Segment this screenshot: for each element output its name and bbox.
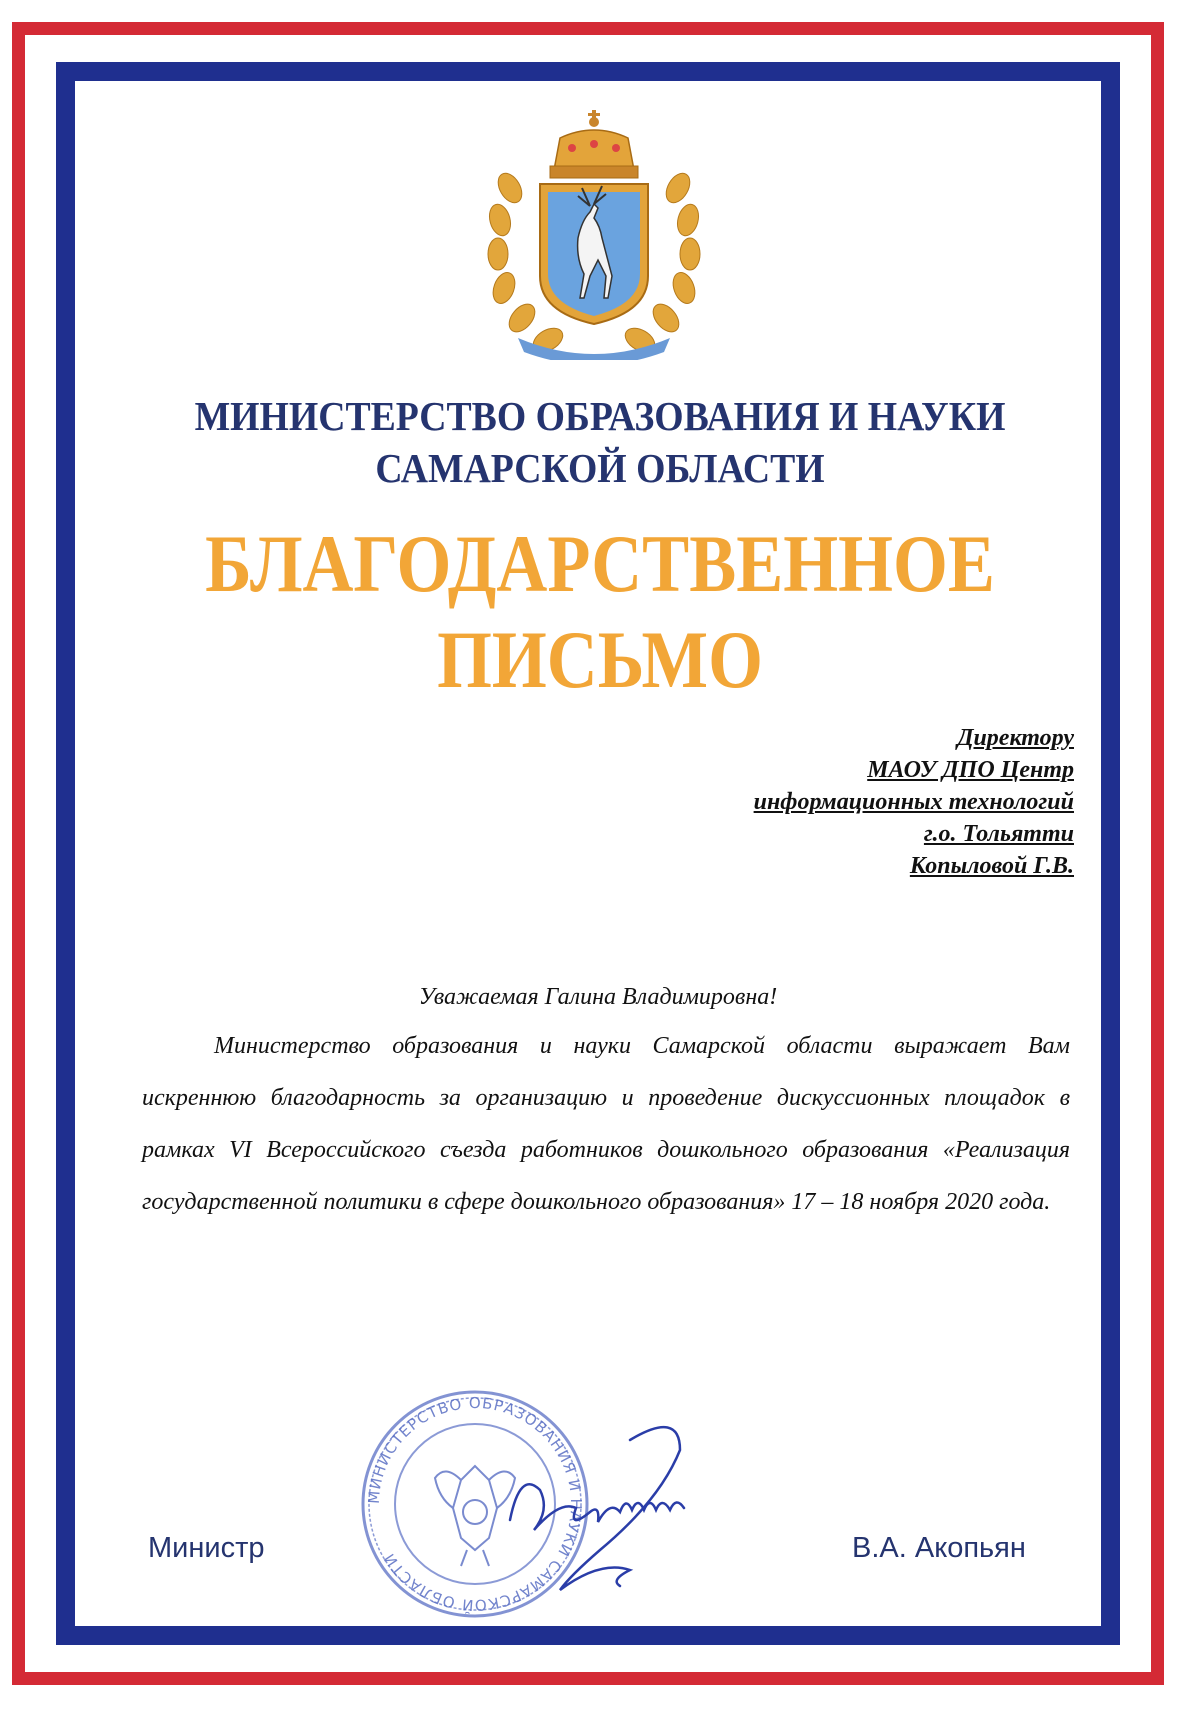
seal-text: МИНИСТЕРСТВО ОБРАЗОВАНИЯ И НАУКИ САМАРСКОЙ ОБЛАСТИ (364, 1393, 586, 1615)
ministry-title-line2: САМАРСКОЙ ОБЛАСТИ (375, 445, 825, 491)
signer-position: Министр (148, 1532, 265, 1564)
ministry-title-line1: МИНИСТЕРСТВО ОБРАЗОВАНИЯ И НАУКИ (194, 393, 1006, 439)
letter-greeting: Уважаемая Галина Владимировна! (418, 984, 778, 1010)
addressee-line5: Копыловой Г.В. (909, 853, 1074, 879)
letter-body: Министерство образования и науки Самарской области выражает Вам искреннюю благодарность за организацию и проведение дискуссионных площадок в рамках VI Всероссийского съезда работников дошкольного образования «Реализация государственной политики в сфере дошкольного образования» 17 – 18 ноября 2020 года. (142, 1033, 1070, 1215)
document-title-line2: ПИСЬМО (437, 614, 763, 705)
addressee-line3: информационных технологий (753, 789, 1074, 815)
addressee-line2: МАОУ ДПО Центр (867, 757, 1074, 783)
addressee-line4: г.о. Тольятти (923, 821, 1074, 847)
signer-name: В.А. Акопьян (852, 1532, 1026, 1564)
document-title-line1: БЛАГОДАРСТВЕННОЕ (205, 518, 995, 609)
addressee-line1: Директору (957, 725, 1074, 751)
coat-of-arms-icon (478, 108, 710, 360)
handwritten-signature-icon (480, 1400, 730, 1600)
